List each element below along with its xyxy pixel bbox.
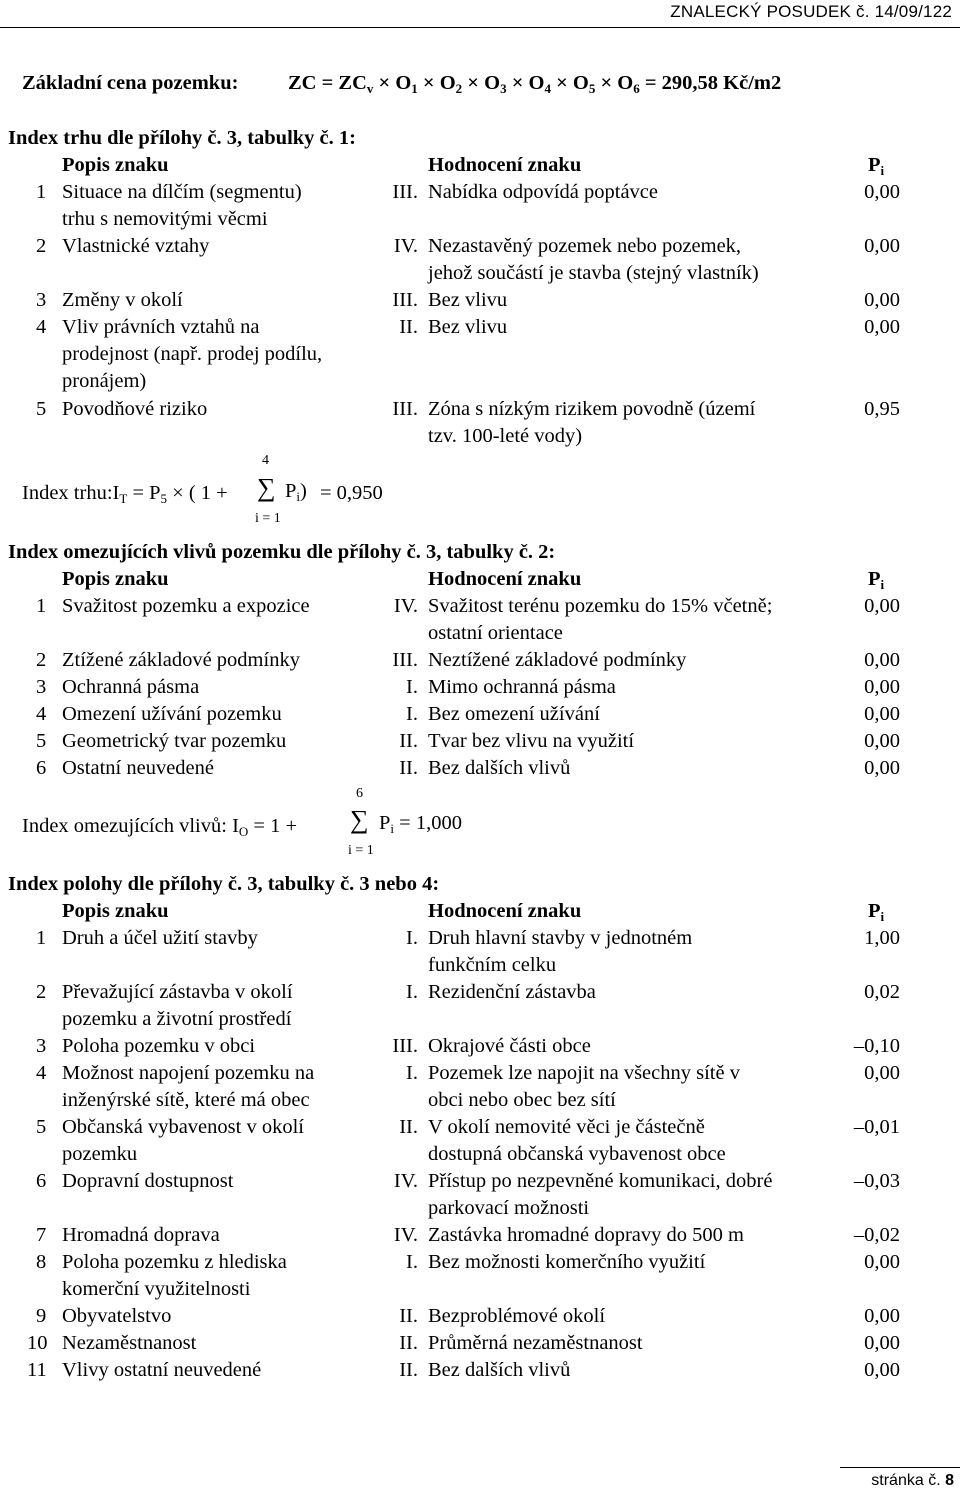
restrict-row-p-value: 0,00 [864,595,900,617]
market-row-number: 5 [36,398,47,420]
base-price-label: Základní cena pozemku: [22,72,239,94]
position-row-grade: I. [406,981,418,1003]
position-row-number: 8 [36,1251,47,1273]
restrict-row-p-value: 0,00 [864,703,900,725]
position-row-popis: Poloha pozemku v obci [62,1035,256,1057]
position-row-p-value: 0,02 [864,981,900,1003]
position-row-popis: Nezaměstnanost [62,1332,197,1354]
position-row-grade: IV. [393,1224,418,1246]
market-row-hodnoceni: Nabídka odpovídá poptávce [428,181,658,203]
position-row-p-value: 0,00 [864,1332,900,1354]
position-row-p-value: 0,00 [864,1251,900,1273]
position-row-grade: IV. [393,1170,418,1192]
market-row-p-value: 0,95 [864,398,900,420]
position-row-number: 3 [36,1035,47,1057]
position-row-hodnoceni: Průměrná nezaměstnanost [428,1332,643,1354]
position-row-popis: komerční využitelnosti [62,1278,251,1300]
restrict-row-grade: I. [406,676,418,698]
restrict-row-number: 5 [36,730,47,752]
position-row-hodnoceni: Přístup po nezpevněné komunikaci, dobré [428,1170,773,1192]
position-row-number: 6 [36,1170,47,1192]
column-header-popis: Popis znaku [62,568,169,590]
column-header-p: $P_i$ [868,900,885,924]
market-row-number: 4 [36,316,47,338]
market-row-number: 1 [36,181,47,203]
restrict-row-grade: II. [399,730,418,752]
position-row-grade: I. [406,1062,418,1084]
position-row-popis: Vlivy ostatní neuvedené [62,1359,262,1381]
market-row-popis: pronájem) [62,370,147,392]
position-title: Index polohy dle přílohy č. 3, tabulky č. 3 nebo 4: [8,873,440,895]
position-row-hodnoceni: Pozemek lze napojit na všechny sítě v [428,1062,740,1084]
market-index-result: = 0,950 [320,482,383,504]
position-row-popis: inženýrské sítě, které má obec [62,1089,310,1111]
market-row-popis: Vliv právních vztahů na [62,316,260,338]
market-row-grade: III. [392,398,418,420]
market-row-popis: Povodňové riziko [62,398,208,420]
position-row-p-value: 1,00 [864,927,900,949]
footer-rule [840,1467,960,1468]
position-row-hodnoceni: Okrajové části obce [428,1035,591,1057]
position-row-grade: II. [399,1305,418,1327]
position-row-hodnoceni: funkčním celku [428,954,557,976]
position-row-number: 5 [36,1116,47,1138]
position-row-number: 7 [36,1224,47,1246]
position-row-grade: I. [406,1251,418,1273]
market-row-p-value: 0,00 [864,181,900,203]
position-row-number: 9 [36,1305,47,1327]
position-row-popis: Poloha pozemku z hlediska [62,1251,287,1273]
market-row-grade: IV. [393,235,418,257]
column-header-popis: Popis znaku [62,154,169,176]
market-row-popis: trhu s nemovitými věcmi [62,208,268,230]
position-row-hodnoceni: Rezidenční zástavba [428,981,596,1003]
position-row-hodnoceni: obci nebo obec bez sítí [428,1089,616,1111]
position-row-number: 1 [36,927,47,949]
market-row-hodnoceni: Bez vlivu [428,316,508,338]
market-row-popis: Situace na dílčím (segmentu) [62,181,302,203]
restrict-row-hodnoceni: Neztížené základové podmínky [428,649,687,671]
market-row-p-value: 0,00 [864,316,900,338]
position-row-p-value: 0,00 [864,1359,900,1381]
restrict-row-number: 2 [36,649,47,671]
position-row-number: 10 [27,1332,48,1354]
position-row-popis: Dopravní dostupnost [62,1170,234,1192]
restrict-row-p-value: 0,00 [864,757,900,779]
position-row-hodnoceni: Bezproblémové okolí [428,1305,606,1327]
restrict-row-hodnoceni: ostatní orientace [428,622,563,644]
position-row-p-value: –0,01 [853,1116,900,1138]
position-row-grade: II. [399,1116,418,1138]
restrict-row-p-value: 0,00 [864,649,900,671]
market-row-hodnoceni: Bez vlivu [428,289,508,311]
position-row-popis: Obyvatelstvo [62,1305,172,1327]
page-footer: stránka č. 8 [871,1472,954,1489]
restrict-row-p-value: 0,00 [864,730,900,752]
market-row-p-value: 0,00 [864,235,900,257]
position-row-p-value: 0,00 [864,1305,900,1327]
position-row-popis: Občanská vybavenost v okolí [62,1116,304,1138]
restrict-title: Index omezujících vlivů pozemku dle přílohy č. 3, tabulky č. 2: [8,541,556,563]
position-row-hodnoceni: Zastávka hromadné dopravy do 500 m [428,1224,744,1246]
market-row-popis: prodejnost (např. prodej podílu, [62,343,323,365]
restrict-row-hodnoceni: Bez omezení užívání [428,703,600,725]
column-header-p: $P_i$ [868,568,885,592]
restrict-row-hodnoceni: Bez dalších vlivů [428,757,571,779]
market-row-grade: II. [399,316,418,338]
column-header-hodnoceni: Hodnocení znaku [428,154,582,176]
market-row-p-value: 0,00 [864,289,900,311]
restrict-row-hodnoceni: Tvar bez vlivu na využití [428,730,635,752]
restrict-row-hodnoceni: Mimo ochranná pásma [428,676,616,698]
position-row-popis: pozemku a životní prostředí [62,1008,292,1030]
header-rule [0,27,960,28]
column-header-p: $P_i$ [868,154,885,178]
position-row-p-value: –0,03 [853,1170,900,1192]
position-row-popis: Druh a účel užití stavby [62,927,258,949]
market-row-hodnoceni: Nezastavěný pozemek nebo pozemek, [428,235,742,257]
position-row-p-value: –0,02 [853,1224,900,1246]
market-row-popis: Vlastnické vztahy [62,235,210,257]
position-row-grade: I. [406,927,418,949]
sigma-symbol: ∑ [257,473,276,502]
market-row-grade: III. [392,181,418,203]
column-header-hodnoceni: Hodnocení znaku [428,568,582,590]
restrict-row-number: 3 [36,676,47,698]
restrict-row-hodnoceni: Svažitost terénu pozemku do 15% včetně; [428,595,773,617]
market-row-number: 3 [36,289,47,311]
position-row-number: 4 [36,1062,47,1084]
column-header-popis: Popis znaku [62,900,169,922]
market-row-grade: III. [392,289,418,311]
position-row-hodnoceni: Druh hlavní stavby v jednotném [428,927,693,949]
market-row-hodnoceni: jehož součástí je stavba (stejný vlastník) [428,262,759,284]
column-header-hodnoceni: Hodnocení znaku [428,900,582,922]
restrict-row-p-value: 0,00 [864,676,900,698]
position-row-popis: Možnost napojení pozemku na [62,1062,315,1084]
position-row-popis: Převažující zástavba v okolí [62,981,293,1003]
position-row-p-value: 0,00 [864,1062,900,1084]
restrict-row-number: 1 [36,595,47,617]
position-row-popis: Hromadná doprava [62,1224,220,1246]
restrict-row-popis: Svažitost pozemku a expozice [62,595,310,617]
market-row-hodnoceni: tzv. 100-leté vody) [428,425,583,447]
restrict-row-grade: II. [399,757,418,779]
position-row-hodnoceni: dostupná občanská vybavenost obce [428,1143,726,1165]
position-row-hodnoceni: Bez dalších vlivů [428,1359,571,1381]
restrict-row-grade: IV. [393,595,418,617]
market-row-number: 2 [36,235,47,257]
restrict-row-popis: Ztížené základové podmínky [62,649,300,671]
restrict-row-popis: Ochranná pásma [62,676,200,698]
position-row-number: 2 [36,981,47,1003]
position-row-grade: II. [399,1359,418,1381]
position-row-grade: II. [399,1332,418,1354]
position-row-hodnoceni: V okolí nemovité věci je částečně [428,1116,705,1138]
market-row-popis: Změny v okolí [62,289,183,311]
position-row-popis: pozemku [62,1143,138,1165]
position-row-hodnoceni: Bez možnosti komerčního využití [428,1251,706,1273]
position-row-p-value: –0,10 [853,1035,900,1057]
market-row-hodnoceni: Zóna s nízkým rizikem povodně (území [428,398,756,420]
base-price-formula: ZC = $ZC_v \times O_1 \times O_2 \times O_3 \times O_4 \times O_5 \times O_6 = 290,58$ Kč/m2 [288,72,782,96]
sigma-symbol: ∑ [350,805,369,834]
restrict-row-popis: Geometrický tvar pozemku [62,730,287,752]
restrict-row-number: 6 [36,757,47,779]
restrict-row-grade: I. [406,703,418,725]
document-header: ZNALECKÝ POSUDEK č. 14/09/122 [670,2,952,21]
position-row-number: 11 [27,1359,47,1381]
position-row-grade: III. [392,1035,418,1057]
restrict-row-popis: Omezení užívání pozemku [62,703,282,725]
market-title: Index trhu dle přílohy č. 3, tabulky č. 1: [8,127,356,149]
restrict-row-popis: Ostatní neuvedené [62,757,214,779]
position-row-hodnoceni: parkovací možnosti [428,1197,590,1219]
restrict-row-number: 4 [36,703,47,725]
restrict-row-grade: III. [392,649,418,671]
